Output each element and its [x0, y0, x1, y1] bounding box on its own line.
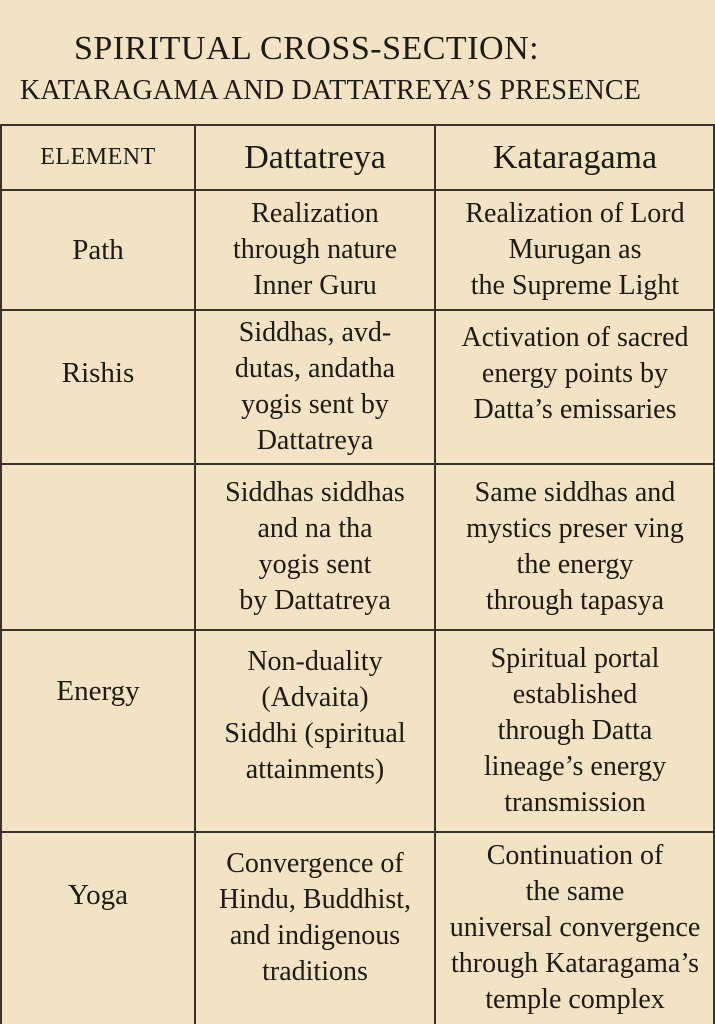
header-kataragama: Kataragama [492, 138, 658, 176]
row-yoga-kataragama: Continuation of the same universal convergence through Kataragama’s temple complex [449, 840, 701, 1015]
row-energy-kataragama: Spiritual portal established through Datta lineage’s energy transmission [483, 643, 667, 818]
header-dattatreya: Dattatreya [244, 138, 386, 176]
row-siddhas-kataragama: Same siddhas and mystics preser ving the energy through tapasya [466, 477, 684, 616]
row-energy-element: Energy [56, 674, 140, 707]
row-rishis-element: Rishis [61, 357, 135, 389]
row-energy-dattatreya: Non-duality (Advaita) Siddhi (spiritual attainments) [224, 646, 406, 785]
row-path-kataragama: Realization of Lord Murugan as the Supreme Light [465, 198, 685, 301]
row-siddhas-dattatreya: Siddhas siddhas and na tha yogis sent by Dattatreya [225, 477, 405, 616]
row-yoga-dattatreya: Convergence of Hindu, Buddhist, and indigenous traditions [218, 848, 412, 987]
row-rishis-kataragama: Activation of sacred energy points by Datta’s emissaries [461, 321, 689, 425]
row-path-dattatreya: Realization through nature Inner Guru [232, 198, 398, 301]
row-yoga-element: Yoga [68, 878, 128, 911]
page-subtitle: KATARAGAMA AND DATTATREYA’S PRESENCE [20, 75, 642, 106]
row-path-element: Path [72, 233, 124, 266]
header-element: ELEMENT [40, 144, 156, 170]
comparison-table [0, 124, 715, 1024]
page-title: SPIRITUAL CROSS-SECTION: [74, 30, 540, 67]
row-rishis-dattatreya: Siddhas, avd- dutas, andatha yogis sent by Dattatreya [234, 317, 396, 456]
row-empty-element [2, 465, 194, 629]
